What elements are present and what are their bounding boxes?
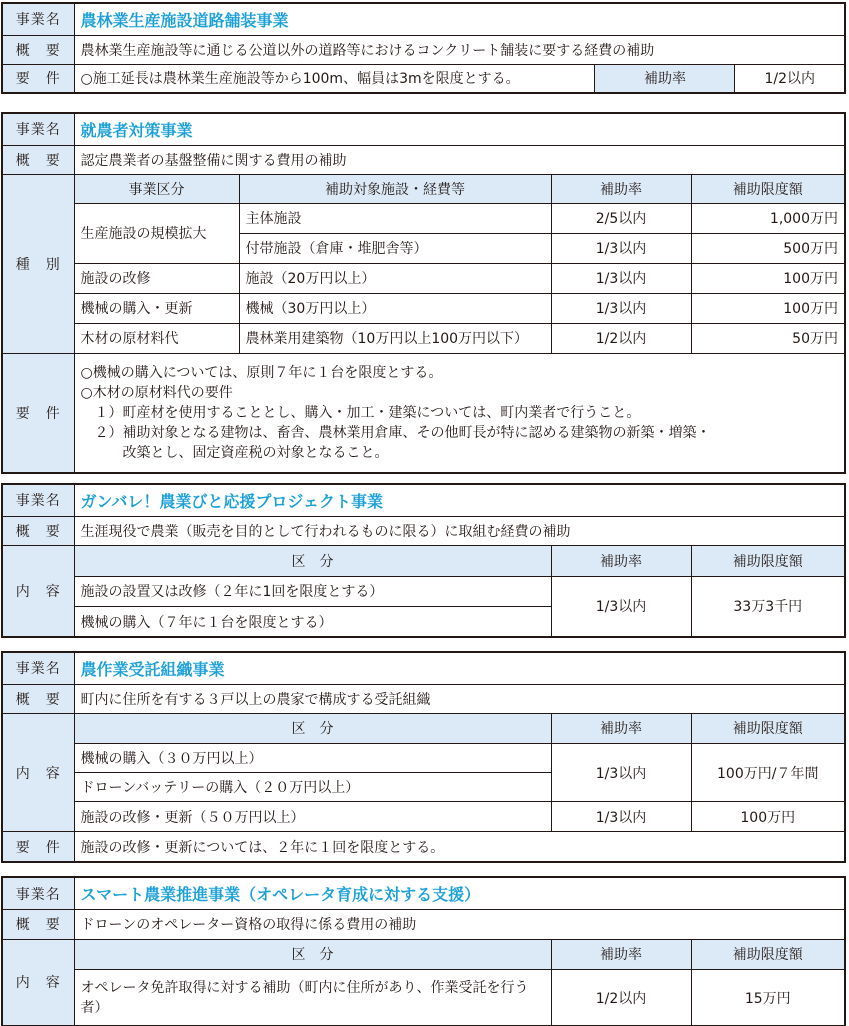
label-name: 事業名 — [2, 652, 74, 684]
header-section: 区 分 — [74, 546, 551, 576]
rate-header: 補助率 — [595, 64, 735, 93]
block-title: ガンバレ！農業びと応援プロジェクト事業 — [74, 484, 845, 516]
label-overview: 概 要 — [2, 910, 74, 939]
table-row — [2, 293, 845, 323]
block-title: スマート農業推進事業（オペレータ育成に対する支援） — [74, 877, 845, 910]
header-limit: 補助限度額 — [691, 939, 845, 970]
table-row — [2, 263, 845, 293]
limit-cell: 100万円 — [691, 263, 845, 293]
table-row — [2, 203, 845, 233]
item-cell: 付帯施設（倉庫・堆肥舎等） — [239, 233, 551, 263]
limit-cell: 50万円 — [691, 323, 845, 353]
limit-cell: 33万3千円 — [691, 576, 845, 637]
header-limit: 補助限度額 — [691, 174, 845, 203]
requirement-text: ○施工延長は農林業生産施設等から100m、幅員は3mを限度とする。 — [74, 64, 595, 93]
label-overview: 概 要 — [2, 684, 74, 713]
requirements-text — [74, 353, 845, 473]
label-name: 事業名 — [2, 484, 74, 516]
block-new-farmer — [1, 112, 846, 474]
requirement-line: ２）補助対象となる建物は、畜舎、農林業用倉庫、その他町長が特に認める建築物の新築・増築・ — [80, 424, 711, 441]
header-rate: 補助率 — [551, 174, 691, 203]
table-row — [2, 743, 845, 772]
item-cell: 施設の設置又は改修（２年に1回を限度とする） — [74, 576, 551, 606]
item-cell: 機械の購入（７年に１台を限度とする） — [74, 607, 551, 637]
rate-cell: 1/3以内 — [551, 576, 691, 637]
item-cell: 農林業用建築物（10万円以上100万円以下） — [239, 323, 551, 353]
label-contents: 内 容 — [2, 546, 74, 637]
header-rate: 補助率 — [551, 939, 691, 970]
limit-cell: 100万円 — [691, 802, 845, 832]
header-limit: 補助限度額 — [691, 546, 845, 576]
limit-cell: 100万円/７年間 — [691, 743, 845, 801]
requirement-line: ○機械の購入については、原則７年に１台を限度とする。 — [80, 364, 443, 381]
header-rate: 補助率 — [551, 546, 691, 576]
header-rate: 補助率 — [551, 713, 691, 743]
label-requirements: 要 件 — [2, 832, 74, 862]
division-cell: 木材の原材料代 — [74, 323, 239, 353]
rate-cell: 1/3以内 — [551, 293, 691, 323]
requirement-line: ○木材の原材料代の要件 — [80, 384, 233, 401]
block-title: 就農者対策事業 — [74, 113, 845, 145]
rate-value: 1/2以内 — [735, 64, 845, 93]
item-cell: ドローンバッテリーの購入（２０万円以上） — [74, 773, 551, 802]
overview-text: 認定農業者の基盤整備に関する費用の補助 — [74, 145, 845, 174]
label-name: 事業名 — [2, 3, 74, 35]
table-row — [2, 323, 845, 353]
rate-cell: 1/2以内 — [551, 323, 691, 353]
label-contents: 内 容 — [2, 713, 74, 832]
block-ganbare-project — [1, 483, 846, 638]
header-section: 区 分 — [74, 713, 551, 743]
requirement-line: １）町産材を使用することとし、購入・加工・建築については、町内業者で行うこと。 — [80, 404, 641, 421]
header-items: 補助対象施設・経費等 — [239, 174, 551, 203]
item-cell: 施設の改修・更新（５０万円以上） — [74, 802, 551, 832]
label-overview: 概 要 — [2, 516, 74, 545]
limit-cell: 15万円 — [691, 970, 845, 1026]
header-section: 区 分 — [74, 939, 551, 970]
division-cell: 施設の改修 — [74, 263, 239, 293]
block-contract-organization — [1, 651, 846, 863]
block-smart-agriculture — [1, 876, 846, 1026]
rate-cell: 2/5以内 — [551, 203, 691, 233]
header-division: 事業区分 — [74, 174, 239, 203]
label-requirements: 要 件 — [2, 64, 74, 93]
item-cell: 主体施設 — [239, 203, 551, 233]
division-cell: 生産施設の規模拡大 — [74, 203, 239, 263]
item-cell: 機械の購入（３０万円以上） — [74, 743, 551, 772]
label-types: 種 別 — [2, 174, 74, 353]
item-cell: 機械（30万円以上） — [239, 293, 551, 323]
overview-text: ドローンのオペレーター資格の取得に係る費用の補助 — [74, 910, 845, 939]
item-cell: オペレータ免許取得に対する補助（町内に住所があり、作業受託を行う者） — [74, 970, 551, 1026]
label-overview: 概 要 — [2, 35, 74, 64]
rate-cell: 1/3以内 — [551, 802, 691, 832]
label-contents: 内 容 — [2, 939, 74, 1025]
label-name: 事業名 — [2, 877, 74, 910]
rate-cell: 1/3以内 — [551, 233, 691, 263]
label-overview: 概 要 — [2, 145, 74, 174]
table-row — [2, 970, 845, 1026]
rate-cell: 1/3以内 — [551, 743, 691, 801]
limit-cell: 1,000万円 — [691, 203, 845, 233]
table-row — [2, 576, 845, 606]
header-limit: 補助限度額 — [691, 713, 845, 743]
label-name: 事業名 — [2, 113, 74, 145]
block-road-paving — [1, 2, 846, 94]
label-requirements: 要 件 — [2, 353, 74, 473]
item-cell: 施設（20万円以上） — [239, 263, 551, 293]
overview-text: 生涯現役で農業（販売を目的として行われるものに限る）に取組む経費の補助 — [74, 516, 845, 545]
rate-cell: 1/3以内 — [551, 263, 691, 293]
limit-cell: 500万円 — [691, 233, 845, 263]
block-title: 農林業生産施設道路舗装事業 — [74, 3, 845, 35]
requirement-text: 施設の改修・更新については、２年に１回を限度とする。 — [74, 832, 845, 862]
rate-cell: 1/2以内 — [551, 970, 691, 1026]
overview-text: 町内に住所を有する３戸以上の農家で構成する受託組織 — [74, 684, 845, 713]
overview-text: 農林業生産施設等に通じる公道以外の道路等におけるコンクリート舗装に要する経費の補助 — [74, 35, 845, 64]
limit-cell: 100万円 — [691, 293, 845, 323]
block-title: 農作業受託組織事業 — [74, 652, 845, 684]
division-cell: 機械の購入・更新 — [74, 293, 239, 323]
requirement-line: 改築とし、固定資産税の対象となること。 — [80, 444, 389, 461]
table-row — [2, 802, 845, 832]
